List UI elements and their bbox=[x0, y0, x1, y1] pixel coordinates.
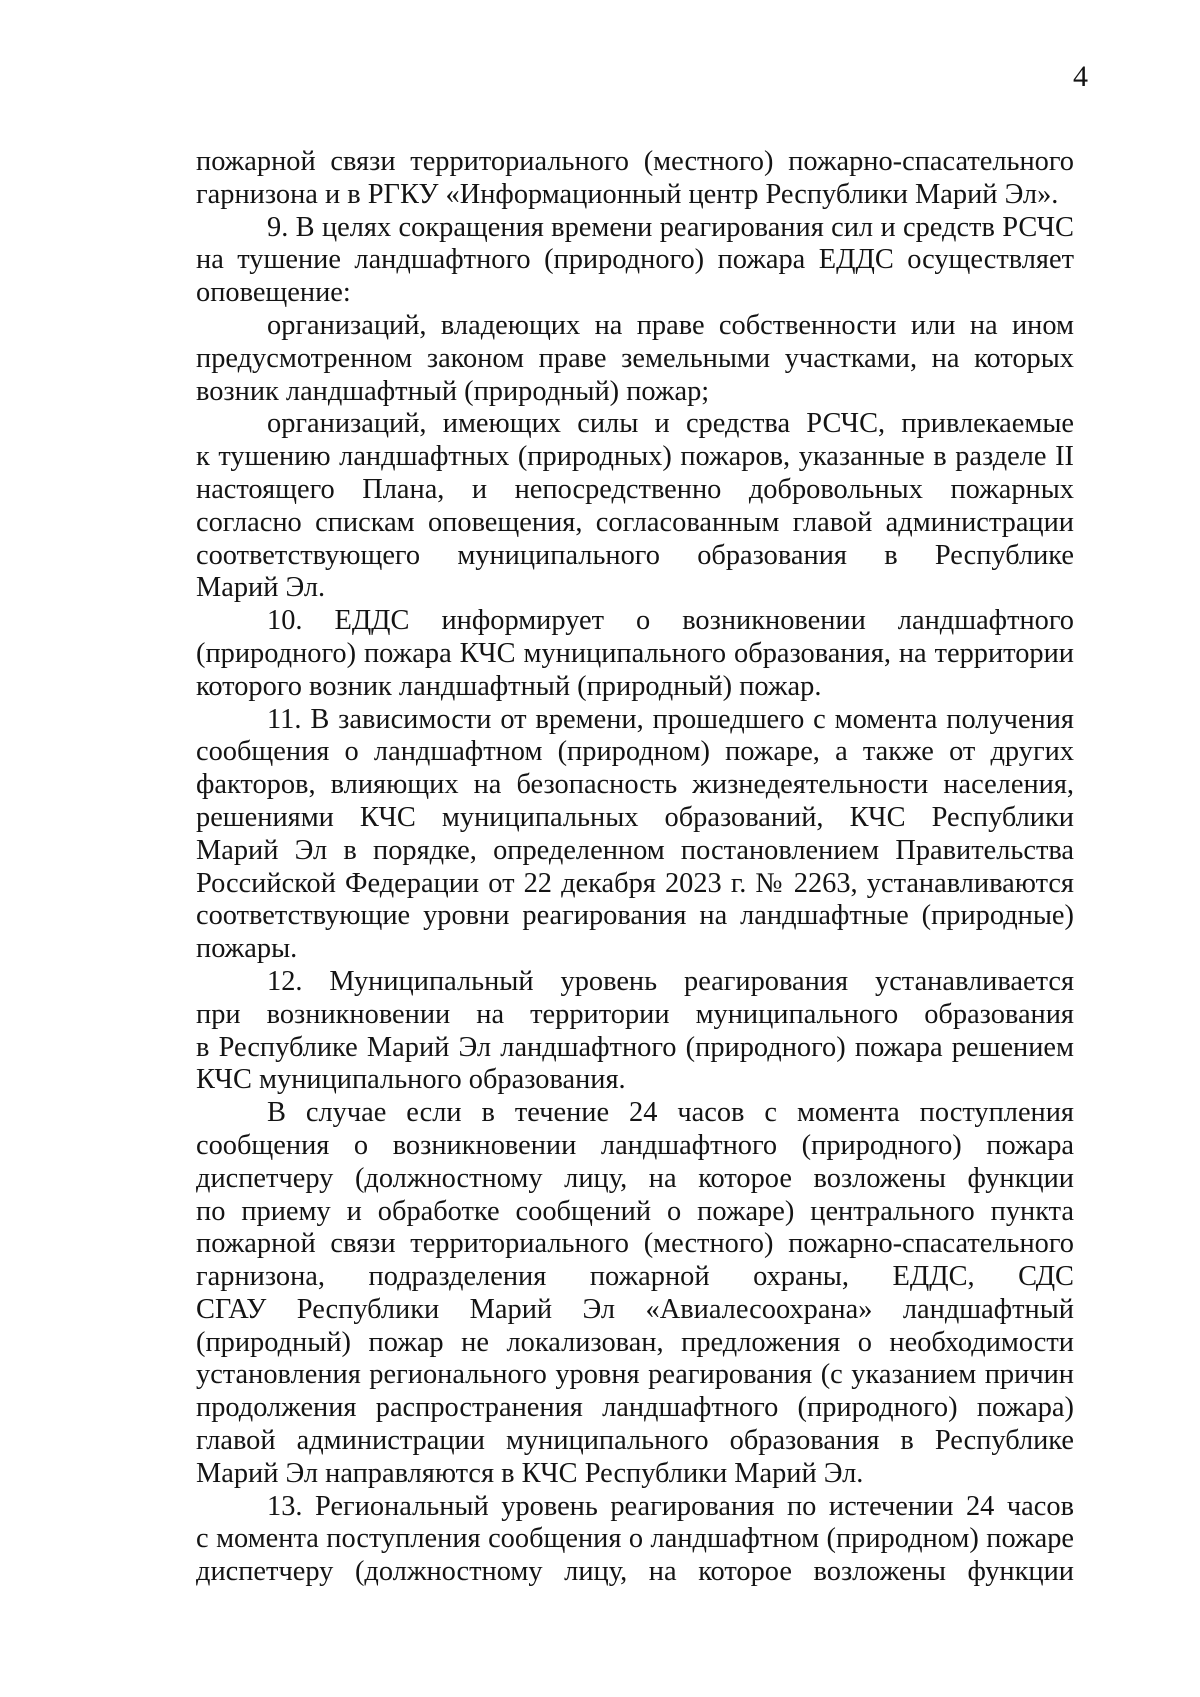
text-line: гарнизона, подразделения пожарной охраны, ЕДДС, СДС bbox=[196, 1261, 1074, 1293]
text-line: 11. В зависимости от времени, прошедшего с момента получения bbox=[267, 703, 1074, 735]
text-line: к тушению ландшафтных (природных) пожаров, указанные в разделе II bbox=[196, 441, 1074, 473]
text-line: (природный) пожар не локализован, предложения о необходимости bbox=[196, 1326, 1074, 1358]
text-line: КЧС муниципального образования. bbox=[196, 1064, 626, 1096]
text-line: диспетчеру (должностному лицу, на которое возложены функции bbox=[196, 1556, 1074, 1588]
text-line: с момента поступления сообщения о ландшафтном (природном) пожаре bbox=[196, 1523, 1074, 1555]
text-line: настоящего Плана, и непосредственно добровольных пожарных bbox=[196, 473, 1074, 505]
text-line: по приему и обработке сообщений о пожаре) центрального пункта bbox=[196, 1195, 1074, 1227]
text-line: (природного) пожара КЧС муниципального образования, на территории bbox=[196, 637, 1074, 669]
text-line: пожарной связи территориального (местного) пожарно-спасательного bbox=[196, 1228, 1074, 1260]
text-line: предусмотренном законом праве земельными участками, на которых bbox=[196, 342, 1074, 374]
text-line: в Республике Марий Эл ландшафтного (природного) пожара решением bbox=[196, 1031, 1074, 1063]
text-line: диспетчеру (должностному лицу, на которое возложены функции bbox=[196, 1162, 1074, 1194]
document-body bbox=[196, 146, 1074, 1589]
text-line: согласно спискам оповещения, согласованным главой администрации bbox=[196, 506, 1074, 538]
page-number: 4 bbox=[1073, 60, 1088, 93]
text-line: 13. Региональный уровень реагирования по истечении 24 часов bbox=[267, 1490, 1074, 1522]
text-line: Марий Эл в порядке, определенном постановлением Правительства bbox=[196, 834, 1074, 866]
text-line: СГАУ Республики Марий Эл «Авиалесоохрана» ландшафтный bbox=[196, 1293, 1074, 1325]
text-line: гарнизона и в РГКУ «Информационный центр Республики Марий Эл». bbox=[196, 178, 1059, 210]
text-line: 12. Муниципальный уровень реагирования устанавливается bbox=[267, 965, 1074, 997]
text-line: которого возник ландшафтный (природный) пожар. bbox=[196, 670, 822, 702]
text-line: Марий Эл. bbox=[196, 572, 326, 604]
text-line: сообщения о ландшафтном (природном) пожаре, а также от других bbox=[196, 736, 1074, 768]
text-line: установления регионального уровня реагирования (с указанием причин bbox=[196, 1359, 1074, 1391]
text-line: оповещение: bbox=[196, 277, 351, 309]
text-line: на тушение ландшафтного (природного) пожара ЕДДС осуществляет bbox=[196, 244, 1074, 276]
text-line: факторов, влияющих на безопасность жизнедеятельности населения, bbox=[196, 769, 1074, 801]
text-line: 10. ЕДДС информирует о возникновении ландшафтного bbox=[267, 605, 1074, 637]
text-line: организаций, владеющих на праве собственности или на ином bbox=[267, 309, 1074, 341]
text-line: решениями КЧС муниципальных образований, КЧС Республики bbox=[196, 801, 1074, 833]
text-line: главой администрации муниципального образования в Республике bbox=[196, 1425, 1074, 1457]
text-line: Российской Федерации от 22 декабря 2023 г. № 2263, устанавливаются bbox=[196, 867, 1074, 899]
text-line: Марий Эл направляются в КЧС Республики Марий Эл. bbox=[196, 1457, 864, 1489]
text-line: сообщения о возникновении ландшафтного (природного) пожара bbox=[196, 1129, 1074, 1161]
text-line: пожары. bbox=[196, 933, 298, 965]
text-line: возник ландшафтный (природный) пожар; bbox=[196, 375, 710, 407]
text-line: при возникновении на территории муниципального образования bbox=[196, 998, 1074, 1030]
text-line: В случае если в течение 24 часов с момента поступления bbox=[267, 1097, 1074, 1129]
text-line: организаций, имеющих силы и средства РСЧС, привлекаемые bbox=[267, 408, 1074, 440]
text-line: соответствующие уровни реагирования на ландшафтные (природные) bbox=[196, 900, 1074, 932]
text-line: соответствующего муниципального образования в Республике bbox=[196, 539, 1074, 571]
text-line: 9. В целях сокращения времени реагирования сил и средств РСЧС bbox=[267, 211, 1074, 243]
text-line: пожарной связи территориального (местного) пожарно-спасательного bbox=[196, 146, 1074, 177]
text-line: продолжения распространения ландшафтного (природного) пожара) bbox=[196, 1392, 1074, 1424]
